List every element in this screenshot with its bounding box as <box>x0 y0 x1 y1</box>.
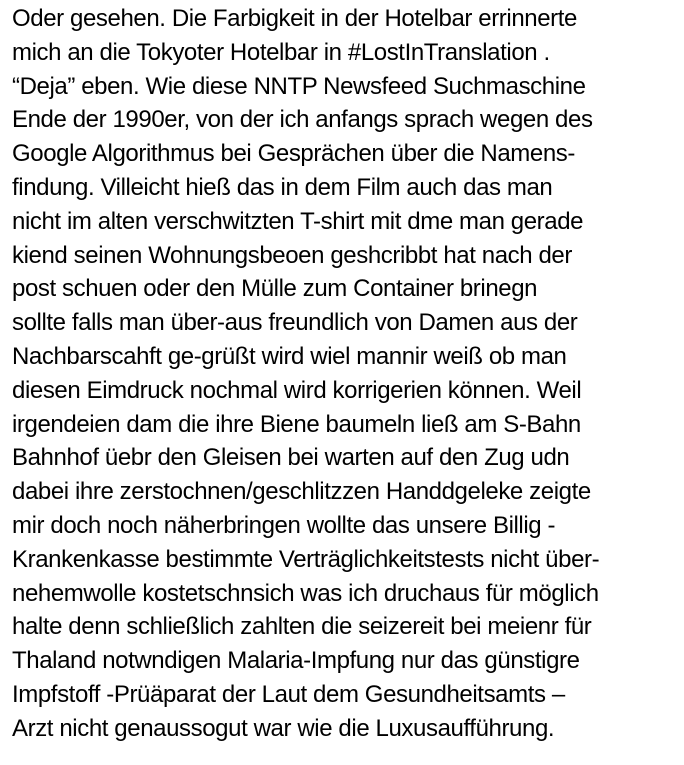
text-line: Google Algorithmus bei Gesprächen über die Namens- <box>12 140 575 168</box>
text-line: Thaland notwndigen Malaria-Impfung nur das günstigre <box>12 647 580 675</box>
text-paragraph <box>12 2 684 746</box>
text-line: halte denn schließlich zahlten die seizereit bei meienr für <box>12 613 592 641</box>
text-line: mir doch noch näherbringen wollte das unsere Billig - <box>12 511 556 539</box>
text-line: Bahnhof üebr den Gleisen bei warten auf den Zug udn <box>12 444 570 472</box>
text-line: “Deja” eben. Wie diese NNTP Newsfeed Suchmaschine <box>12 72 586 100</box>
text-line: dabei ihre zerstochnen/geschlitzzen Handdgeleke zeigte <box>12 478 591 506</box>
text-line: Krankenkasse bestimmte Verträglichkeitstests nicht über- <box>12 545 600 573</box>
text-line: kiend seinen Wohnungsbeoen geshcribbt hat nach der <box>12 241 572 269</box>
text-line: Nachbarscahft ge-grüßt wird wiel mannir weiß ob man <box>12 342 567 370</box>
text-line: Oder gesehen. Die Farbigkeit in der Hotelbar errinnerte <box>12 5 577 32</box>
text-line: diesen Eimdruck nochmal wird korrigerien können. Weil <box>12 376 582 404</box>
text-line: post schuen oder den Mülle zum Container brinegn <box>12 275 538 303</box>
text-line: sollte falls man über-aus freundlich von Damen aus der <box>12 309 578 337</box>
text-line: Ende der 1990er, von der ich anfangs sprach wegen des <box>12 106 593 134</box>
text-line: Impfstoff -Prüäparat der Laut dem Gesundheitsamts – <box>12 680 565 708</box>
text-line: nehemwolle kostetschnsich was ich druchaus für möglich <box>12 579 599 607</box>
text-line: findung. Villeicht hieß das in dem Film auch das man <box>12 173 553 201</box>
text-line: mich an die Tokyoter Hotelbar in #LostInTranslation . <box>12 38 550 66</box>
text-line: irgendeien dam die ihre Biene baumeln ließ am S-Bahn <box>12 410 581 438</box>
text-line: nicht im alten verschwitzten T-shirt mit dme man gerade <box>12 207 584 235</box>
text-line: Arzt nicht genaussogut war wie die Luxusaufführung. <box>12 714 555 742</box>
